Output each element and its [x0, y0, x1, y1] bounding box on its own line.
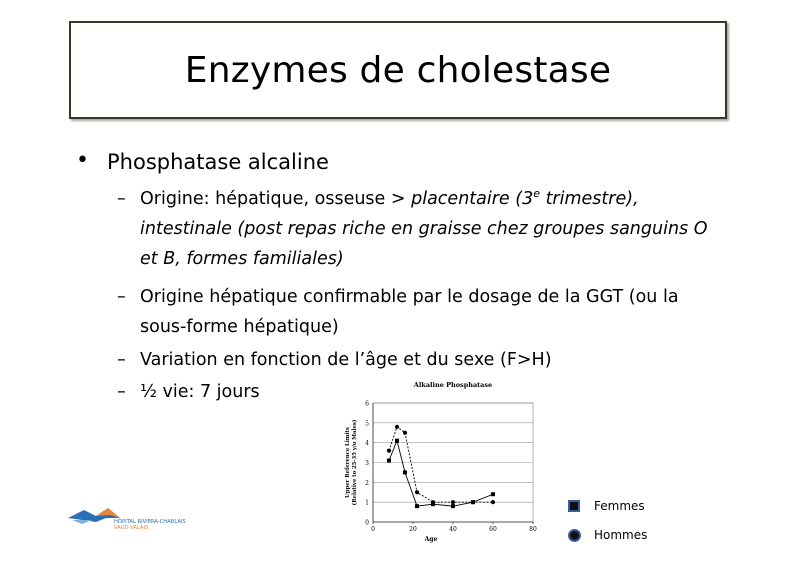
legend-femmes: [568, 496, 645, 516]
slide-title: Enzymes de cholestase: [184, 49, 612, 91]
sub1-italic-b: trimestre), intestinale (post repas riche en graisse chez groupes sanguins O et B, formes familiales): [140, 189, 708, 269]
sub-bullet-text: [140, 184, 725, 274]
y-tick-label: 2: [365, 479, 369, 487]
data-point-square: [387, 459, 391, 463]
x-tick-label: 40: [449, 526, 457, 533]
series-line-hommes: [389, 427, 493, 502]
dash-marker: –: [117, 287, 126, 307]
sub1-normal: Origine: hépatique, osseuse >: [140, 189, 412, 209]
data-point-circle: [431, 500, 435, 504]
circle-marker-icon: [568, 529, 581, 542]
dash-marker: –: [117, 350, 126, 370]
x-axis-label: Age: [424, 536, 438, 543]
data-point-circle: [387, 449, 391, 453]
logo-line2: VAUD-VALAIS: [114, 525, 149, 531]
dash-marker: –: [117, 189, 126, 209]
data-point-circle: [491, 500, 495, 504]
data-point-square: [415, 504, 419, 508]
alkaline-phosphatase-chart: [330, 375, 545, 555]
y-tick-label: 0: [365, 519, 369, 527]
chart-title: Alkaline Phosphatase: [413, 381, 493, 389]
square-marker-icon: [568, 500, 580, 512]
x-tick-label: 20: [409, 526, 417, 533]
y-tick-label: 3: [365, 460, 369, 467]
legend-hommes: [568, 525, 647, 545]
data-point-square: [451, 504, 455, 508]
data-point-circle: [395, 425, 399, 429]
logo-line1: HÔPITAL RIVIERA-CHABLAIS: [114, 519, 186, 525]
title-box: [69, 21, 727, 119]
bullet-dot: •: [76, 148, 89, 173]
x-tick-label: 0: [371, 526, 375, 533]
mountain-logo-icon: [66, 496, 186, 541]
y-tick-label: 6: [365, 400, 369, 408]
chart-svg: [330, 375, 545, 555]
sub-bullet-text: Origine hépatique confirmable par le dosage de la GGT (ou la sous-forme hépatique): [140, 287, 679, 337]
data-point-circle: [403, 431, 407, 435]
hospital-logo: [66, 496, 186, 541]
sub-bullet-text: Variation en fonction de l’âge et du sexe (F>H): [140, 350, 552, 370]
y-tick-label: 4: [365, 440, 369, 448]
legend-femmes-label: Femmes: [594, 499, 645, 513]
data-point-circle: [471, 500, 475, 504]
sub1-italic-a: placentaire (3: [411, 189, 534, 209]
y-tick-label: 1: [365, 499, 369, 507]
dash-marker: –: [117, 382, 126, 402]
data-point-square: [403, 470, 407, 474]
y-tick-label: 5: [365, 420, 369, 428]
sub-bullet-text: ½ vie: 7 jours: [140, 382, 260, 402]
x-tick-label: 80: [529, 526, 537, 533]
bullet-main-text: Phosphatase alcaline: [107, 150, 329, 174]
x-tick-label: 60: [489, 526, 497, 533]
data-point-square: [395, 439, 399, 443]
data-point-circle: [415, 490, 419, 494]
y-axis-label: Upper Reference Limits(Relative to 25-35 y/o Males): [345, 419, 358, 506]
sub1-sup: e: [533, 187, 540, 201]
data-point-square: [491, 492, 495, 496]
data-point-circle: [451, 500, 455, 504]
legend-hommes-label: Hommes: [594, 528, 648, 542]
